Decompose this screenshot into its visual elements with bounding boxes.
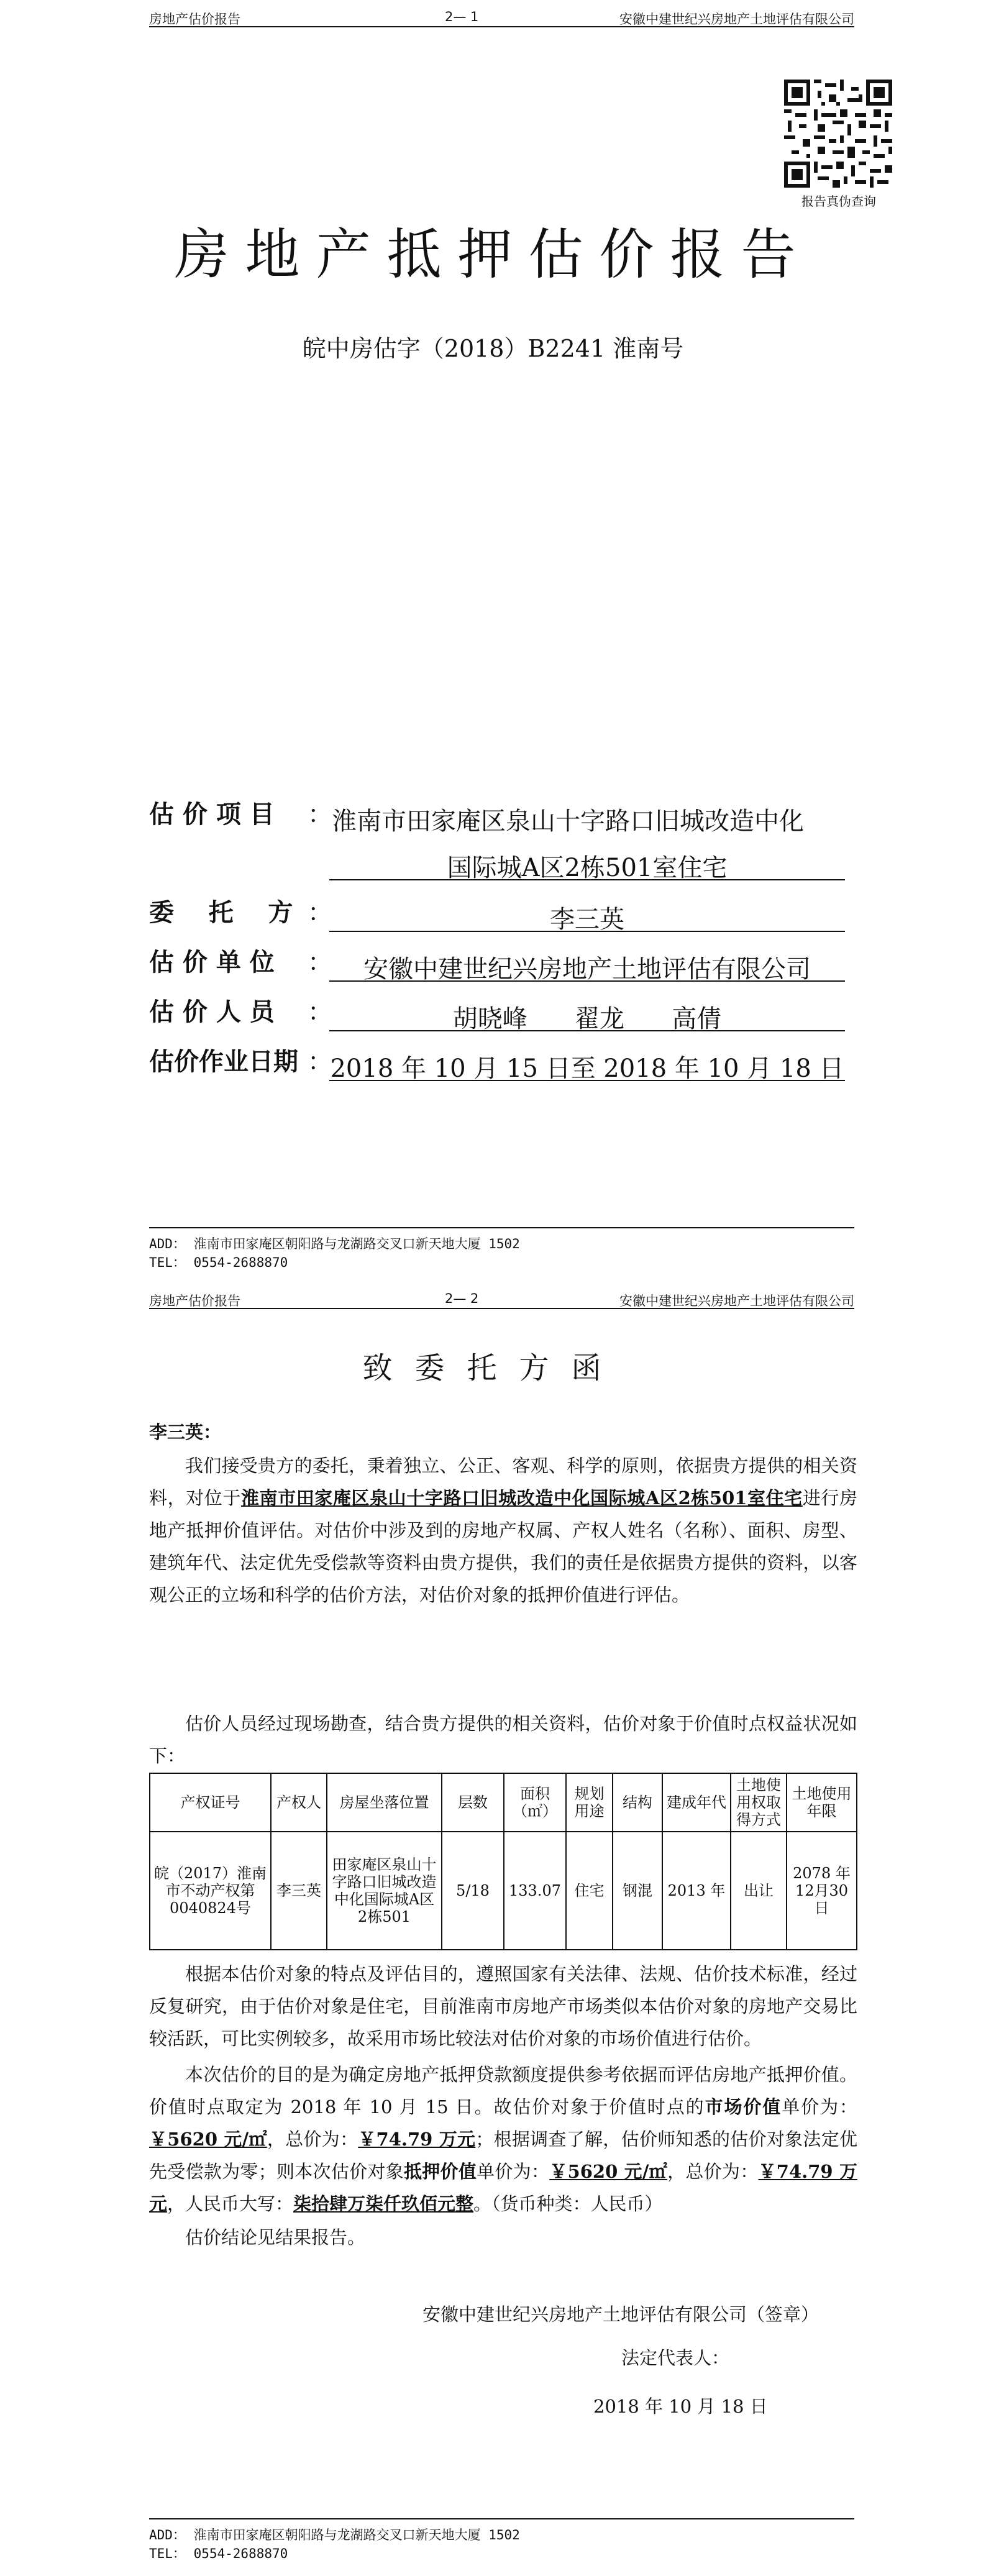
cell-use: 住宅 — [566, 1832, 613, 1950]
header-left: 房地产估价报告 — [149, 12, 240, 27]
col-structure: 结构 — [613, 1773, 662, 1832]
col-floors: 层数 — [442, 1773, 504, 1832]
valuation-text: ，总价为： — [667, 2161, 759, 2182]
header-page-number: 2— 1 — [445, 9, 479, 24]
paragraph-method: 根据本估价对象的特点及评估目的，遵照国家有关法律、法规、估价技术标准，经过反复研究，由于估价对象是住宅，目前淮南市房地产市场类似本估价对象的房地产交易比较活跃，可比实例较多，故采用市场比较法对估价对象的市场价值进行估价。 — [149, 1963, 857, 2049]
project-label: 估 价 项 目 — [149, 800, 275, 829]
table-header-row — [150, 1773, 857, 1832]
cell-floors: 5/18 — [442, 1832, 504, 1950]
project-value-line2: 国际城A区2栋501室住宅 — [329, 846, 845, 880]
mortgage-unit-price: ￥5620 元/㎡ — [549, 2161, 668, 2182]
cell-land-term: 2078 年12月30日 — [787, 1832, 857, 1950]
header-page-number: 2— 2 — [445, 1291, 479, 1306]
valuation-text: 。（货币种类：人民币） — [473, 2193, 663, 2214]
table-row — [150, 1832, 857, 1950]
market-total-price: ￥74.79 万元 — [358, 2129, 476, 2150]
paragraph-conclusion: 估价结论见结果报告。 — [185, 2227, 366, 2248]
client-value: 李三英 — [329, 897, 845, 932]
intro-text-b: 进行房地产抵押价值评估。对估价中涉及到的房地产权属、产权人姓名（名称）、面积、房型、建筑年代、法定优先受偿款等资料由贵方提供，我们的责任是依据贵方提供的资料，以客观公正的立场和科学的估价方法，对估价对象的抵押价值进行评估。 — [149, 1487, 857, 1605]
colon: ： — [308, 800, 332, 829]
colon: ： — [308, 948, 332, 977]
cell-cert-no: 皖（2017）淮南市不动产权第0040824号 — [150, 1832, 271, 1950]
col-owner: 产权人 — [271, 1773, 327, 1832]
colon: ： — [308, 998, 332, 1026]
field-appraiser-org — [149, 944, 857, 982]
col-build-year: 建成年代 — [662, 1773, 731, 1832]
property-address: 淮南市田家庵区泉山十字路口旧城改造中化国际城A区2栋501室住宅 — [240, 1487, 803, 1509]
appraisers-value: 胡晓峰 翟龙 高倩 — [329, 997, 845, 1031]
col-cert-no: 产权证号 — [150, 1773, 271, 1832]
cell-build-year: 2013 年 — [662, 1832, 731, 1950]
period-value: 2018 年 10 月 15 日至 2018 年 10 月 18 日 — [329, 1046, 845, 1081]
valuation-text: ；根据调查了解，估价师知悉的估价对象法定优先受偿款为零；则本次估价对象 — [149, 2129, 857, 2182]
field-project — [149, 797, 857, 834]
paragraph-survey: 估价人员经过现场勘查，结合贵方提供的相关资料，估价对象于价值时点权益状况如下： — [149, 1713, 857, 1766]
colon: ： — [308, 1048, 332, 1076]
col-land-acquisition: 土地使用权取得方式 — [731, 1773, 787, 1832]
page-header — [149, 1288, 854, 1309]
page-footer — [149, 1227, 854, 1272]
field-period — [149, 1044, 857, 1081]
cell-land-acquisition: 出让 — [731, 1832, 787, 1950]
signature-date: 2018 年 10 月 18 日 — [593, 2396, 768, 2417]
field-client — [149, 895, 857, 932]
qr-caption: 报告真伪查询 — [801, 194, 876, 209]
field-project-cont — [149, 843, 857, 880]
header-company: 安徽中建世纪兴房地产土地评估有限公司 — [619, 1294, 854, 1309]
col-area: 面积（㎡） — [504, 1773, 566, 1832]
project-value-line1: 淮南市田家庵区泉山十字路口旧城改造中化 — [332, 807, 804, 836]
paragraph-intro — [149, 1450, 857, 1611]
amount-in-words: 柒拾肆万柒仟玖佰元整 — [293, 2193, 474, 2214]
signature-company: 安徽中建世纪兴房地产土地评估有限公司（签章） — [422, 2304, 819, 2325]
cell-location: 田家庵区泉山十字路口旧城改造中化国际城A区2栋501 — [327, 1832, 442, 1950]
page-header — [149, 6, 854, 27]
footer-address: ADD： 淮南市田家庵区朝阳路与龙湖路交叉口新天地大厦 1502 — [149, 2528, 520, 2542]
valuation-text: 单价为： — [782, 2096, 857, 2117]
header-left: 房地产估价报告 — [149, 1294, 240, 1309]
col-use: 规划用途 — [566, 1773, 613, 1832]
intro-text-a: 我们接受贵方的委托，秉着独立、公正、客观、科学的原则，依据贵方提供的相关资料，对位于 — [149, 1455, 857, 1509]
cell-structure: 钢混 — [613, 1832, 662, 1950]
footer-tel: TEL： 0554-2688870 — [149, 2546, 288, 2561]
document-number: 皖中房估字（2018）B2241 淮南号 — [302, 335, 684, 362]
qr-code-icon — [784, 80, 892, 188]
page-footer — [149, 2518, 854, 2563]
paragraph-valuation — [149, 2058, 857, 2220]
market-value-label: 市场价值 — [705, 2096, 782, 2117]
header-company: 安徽中建世纪兴房地产土地评估有限公司 — [619, 12, 854, 27]
col-location: 房屋坐落位置 — [327, 1773, 442, 1832]
appraiser-org-label: 估 价 单 位 — [149, 948, 275, 977]
colon: ： — [308, 898, 332, 927]
valuation-text: ，人民币大写： — [167, 2193, 294, 2214]
signature-representative: 法定代表人： — [621, 2347, 730, 2368]
mortgage-total-price: ￥74.79 万元 — [149, 2161, 857, 2214]
valuation-text: 本次估价的目的是为确定房地产抵押贷款额度提供参考依据而评估房地产抵押价值。价值时点取定为 2018 年 10 月 15 日。故估价对象于价值时点的 — [149, 2064, 857, 2117]
col-land-term: 土地使用年限 — [787, 1773, 857, 1832]
client-label: 委 托 方 — [149, 898, 293, 927]
letter-page — [0, 1288, 986, 2576]
addressee: 李三英： — [149, 1422, 222, 1443]
letter-title: 致委托方函 — [362, 1351, 624, 1386]
cell-owner: 李三英 — [271, 1832, 327, 1950]
property-info-table — [149, 1773, 857, 1950]
footer-tel: TEL： 0554-2688870 — [149, 1255, 288, 1270]
period-label: 估价作业日期 — [149, 1048, 298, 1076]
field-appraisers — [149, 994, 857, 1031]
footer-address: ADD： 淮南市田家庵区朝阳路与龙湖路交叉口新天地大厦 1502 — [149, 1236, 520, 1251]
market-unit-price: ￥5620 元/㎡ — [149, 2129, 267, 2150]
appraiser-org-value: 安徽中建世纪兴房地产土地评估有限公司 — [329, 947, 845, 982]
valuation-text: ，总价为： — [267, 2129, 358, 2150]
mortgage-value-label: 抵押价值 — [403, 2161, 477, 2182]
cell-area: 133.07 — [504, 1832, 566, 1950]
valuation-text: 单价为： — [477, 2161, 550, 2182]
report-title: 房地产抵押估价报告 — [174, 222, 812, 286]
appraisers-label: 估 价 人 员 — [149, 998, 275, 1026]
